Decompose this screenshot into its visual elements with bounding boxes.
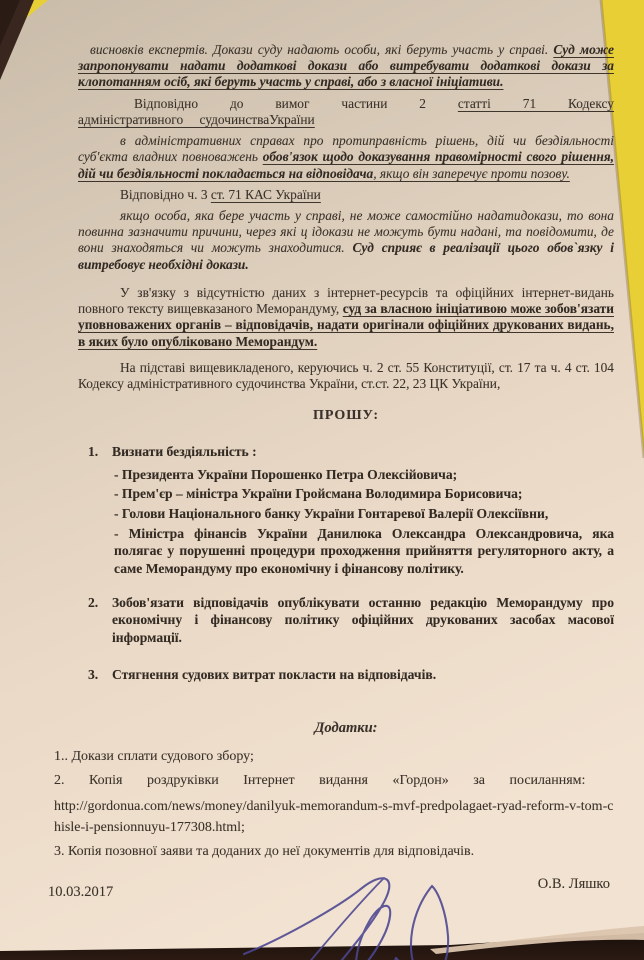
document-date: 10.03.2017 [48,883,114,900]
text-run: - Голови Національного банку України Гонтаревої Валерії Олексіївни, [114,506,549,522]
signature-block [48,875,614,902]
text-run: в адміністративних справах про протиправність рішень, дій чи бездіяльності суб'єкта владних повноважень [78,133,614,165]
text-run: У зв'язку з відсутністю даних з інтернет-ресурсів та офіційних інтернет-видань повного тексту вищевказаного Меморандуму, [78,284,614,317]
text-run: - Міністра фінансів України Данилюка Олександра Олександровича, яка полягає у порушенні процедури проходження прийняття регуляторного акту, а саме Меморандуму про економічну і фінансову політику. [114,525,614,577]
attachment-2-url [54,796,614,838]
respondent-nbu-head [114,505,614,523]
text-run: Суд може запропонувати надати додаткові докази або витребувати додаткові докази за клопотанням осіб, які беруть участь у справі, або з власної ініціативи. [78,42,614,90]
text-run: - Прем'єр – міністра України Гройсмана Володимира Борисовича; [114,486,523,502]
text-run: 1.. Докази сплати судового збору; [54,749,254,765]
request-item-1-number: 1. [88,444,99,460]
attachments-list [54,748,614,862]
signature-autograph [236,872,506,960]
text-run: - Президента України Порошенко Петра Олексійовича; [114,466,458,482]
paragraph-memorandum-absence [78,285,614,350]
paragraph-article-71-reference [78,96,614,128]
request-item-1-title [112,443,614,461]
request-item-3 [78,666,614,689]
paragraph-legal-grounds [78,360,614,392]
text-run: http://gordonua.com/news/money/danilyuk-memorandum-s-mvf-predpolagaet-ryad-reform-v-tom-chisle-i-pensionnuyu-177308.html; [54,798,614,835]
text-run: 2. Копія роздруківки Інтернет видання «Гордон» за посиланням: [54,772,586,788]
attachments-heading: Додатки: [314,720,378,737]
text-run: Відповідно до вимог частини 2 [134,95,458,111]
request-item-2-text [112,594,614,647]
attachment-2 [54,772,614,791]
paragraph-evidence-rules [78,42,614,91]
paragraph-court-assists [78,208,614,273]
request-item-3-number: 3. [88,666,99,682]
request-item-3-text [112,666,614,684]
respondent-president [114,466,614,484]
text-run: статті 71 Кодексу адміністративного судочинстваУкраїни [78,95,615,127]
text-run: висновків експертів. Докази суду надають особи, які беруть участь у справі. [90,42,554,57]
text-run: якщо особа, яка бере участь у справі, не може самостійно надатидокази, то вона повинна зазначити причини, через які ц ідокази не можуть бути надані, та повідомити, де вони знаходяться чи можуть знаходитися. [78,207,614,256]
text-run: , якщо він заперечує проти позову. [373,165,570,181]
text-run: обов'язок щодо доказування правомірності свого рішення, дій чи бездіяльності покладається на відповідача [78,149,615,181]
request-heading: ПРОШУ: [312,408,380,424]
text-run: суд за власною ініціативою може зобов'язати уповноважених органів – відповідачів, надати оригінали офіційних друкованих видань, в яких було опубліковано Меморандум. [78,301,614,349]
text-run: ст. 71 КАС України [210,186,321,202]
text-run: На підставі вищевикладеного, керуючись ч. 2 ст. 55 Конституції, ст. 17 та ч. 4 ст. 104 Кодексу адміністративного судочинства України, ст.ст. 22, 23 ЦК України, [78,359,614,391]
text-run: Визнати бездіяльність : [112,444,257,460]
text-run: Зобов'язати відповідачів опублікувати останню редакцію Меморандуму про економічну і фінансову політику офіційних друкованих засобах масової інформації. [112,594,614,646]
respondent-finance-minister [114,525,614,578]
paragraph-burden-of-proof [78,133,614,182]
request-item-1 [78,443,614,580]
text-run: 3. Копія позовної заяви та доданих до неї документів для відповідачів. [54,843,475,859]
request-item-2 [78,594,614,652]
paragraph-article-71-part3 [78,187,614,203]
respondent-prime-minister [114,485,614,503]
request-item-1-respondents [112,466,614,578]
signer-name: О.В. Ляшко [537,875,610,892]
text-run: Відповідно ч. 3 [120,186,211,202]
request-item-2-number: 2. [88,594,99,610]
attachment-3 [54,843,614,862]
text-run: Стягнення судових витрат покласти на відповідачів. [112,666,437,682]
text-run: Суд сприяє в реалізації цього обов`язку і витребовує необхідні докази. [78,240,614,272]
attachment-1 [54,748,614,767]
